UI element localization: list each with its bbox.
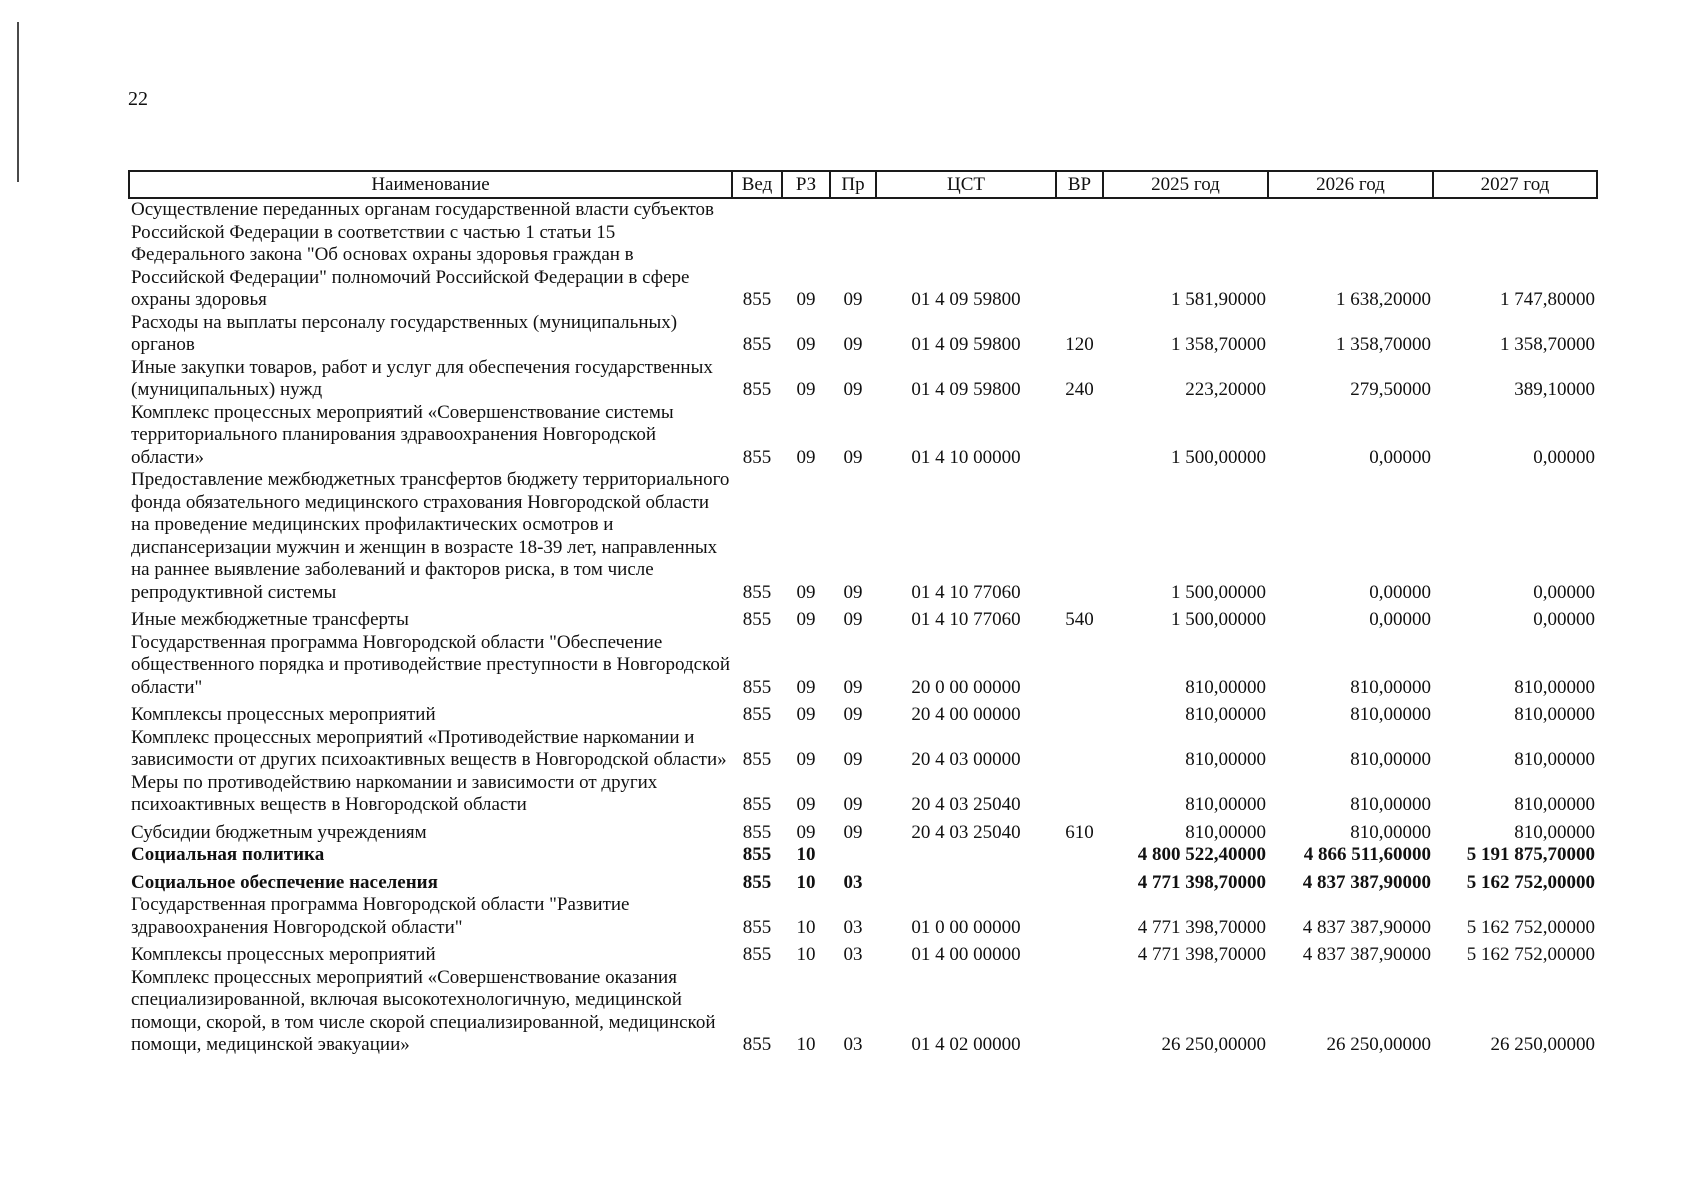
row-cst: 20 0 00 00000 xyxy=(911,676,1021,698)
row-name: Иные закупки товаров, работ и услуг для обеспечения государственных (муниципальных) нужд xyxy=(131,356,713,400)
row-ved: 855 xyxy=(742,334,772,355)
table-row xyxy=(129,357,1597,402)
row-rz: 10 xyxy=(796,871,816,893)
row-pr: 03 xyxy=(843,871,863,893)
row-2027: 0,00000 xyxy=(1533,446,1595,468)
row-name: Социальная политика xyxy=(131,844,325,865)
row-rz: 09 xyxy=(796,749,816,770)
row-2026: 1 358,70000 xyxy=(1336,334,1431,355)
row-2026: 4 837 387,90000 xyxy=(1302,871,1431,893)
row-2025: 4 771 398,70000 xyxy=(1137,916,1266,938)
table-row xyxy=(129,772,1597,817)
row-2027: 5 162 752,00000 xyxy=(1466,944,1595,965)
row-2026: 26 250,00000 xyxy=(1326,1034,1431,1055)
table-row xyxy=(129,967,1597,1057)
table-row xyxy=(129,632,1597,700)
table-row xyxy=(129,894,1597,939)
row-rz: 10 xyxy=(796,944,816,965)
row-2027: 810,00000 xyxy=(1514,704,1595,725)
row-name: Расходы на выплаты персоналу государственных (муниципальных) органов xyxy=(131,311,678,355)
row-rz: 09 xyxy=(796,704,816,725)
row-ved: 855 xyxy=(742,676,772,698)
header-2027: 2027 год xyxy=(1433,171,1597,198)
row-cst: 20 4 00 00000 xyxy=(911,704,1021,725)
row-2025: 26 250,00000 xyxy=(1161,1034,1266,1055)
row-ved: 855 xyxy=(742,794,772,815)
row-2026: 810,00000 xyxy=(1350,821,1431,843)
header-vr: ВР xyxy=(1056,171,1103,198)
row-2027: 5 191 875,70000 xyxy=(1466,844,1595,865)
table-row xyxy=(129,699,1597,727)
row-rz: 09 xyxy=(796,334,816,355)
row-2026: 810,00000 xyxy=(1350,749,1431,770)
row-2025: 4 800 522,40000 xyxy=(1137,844,1266,865)
row-ved: 855 xyxy=(742,821,772,843)
row-2026: 1 638,20000 xyxy=(1336,289,1431,310)
row-2027: 810,00000 xyxy=(1514,794,1595,815)
row-pr: 09 xyxy=(843,821,863,843)
row-ved: 855 xyxy=(742,844,772,865)
row-2026: 810,00000 xyxy=(1350,704,1431,725)
row-2027: 1 358,70000 xyxy=(1500,334,1595,355)
row-vr xyxy=(1056,699,1103,727)
row-vr xyxy=(1056,632,1103,700)
row-rz: 10 xyxy=(796,1034,816,1055)
row-ved: 855 xyxy=(742,944,772,965)
row-cst: 01 4 09 59800 xyxy=(911,334,1021,355)
row-2026: 4 837 387,90000 xyxy=(1302,944,1431,965)
row-2025: 1 358,70000 xyxy=(1171,334,1266,355)
page-number: 22 xyxy=(128,88,148,110)
row-cst xyxy=(876,844,1056,867)
row-2025: 1 581,90000 xyxy=(1171,289,1266,310)
row-2025: 810,00000 xyxy=(1185,749,1266,770)
row-2026: 810,00000 xyxy=(1350,676,1431,698)
row-pr: 03 xyxy=(843,944,863,965)
row-2025: 223,20000 xyxy=(1185,379,1266,400)
row-cst: 01 4 10 77060 xyxy=(911,581,1021,603)
row-2025: 1 500,00000 xyxy=(1171,609,1266,630)
row-cst: 01 4 10 77060 xyxy=(911,609,1021,630)
row-2025: 810,00000 xyxy=(1185,704,1266,725)
row-pr: 03 xyxy=(843,916,863,938)
row-name: Комплекс процессных мероприятий «Противодействие наркомании и зависимости от других психоактивных веществ в Новгородской области» xyxy=(131,726,727,770)
row-rz: 09 xyxy=(796,581,816,603)
row-2027: 810,00000 xyxy=(1514,676,1595,698)
row-name: Комплекс процессных мероприятий «Совершенствование системы территориального планирования здравоохранения Новгородской области» xyxy=(131,401,674,468)
row-ved: 855 xyxy=(742,581,772,603)
row-vr xyxy=(1056,402,1103,470)
row-2025: 1 500,00000 xyxy=(1171,446,1266,468)
row-rz: 09 xyxy=(796,794,816,815)
row-2025: 4 771 398,70000 xyxy=(1137,871,1266,893)
row-vr: 610 xyxy=(1065,821,1094,843)
table-row xyxy=(129,604,1597,632)
row-pr: 09 xyxy=(843,379,863,400)
scan-edge-mark xyxy=(17,22,19,182)
row-ved: 855 xyxy=(742,916,772,938)
budget-table xyxy=(128,170,1598,1057)
row-cst: 01 4 00 00000 xyxy=(911,944,1021,965)
row-ved: 855 xyxy=(742,749,772,770)
row-2027: 1 747,80000 xyxy=(1500,289,1595,310)
row-2027: 0,00000 xyxy=(1533,581,1595,603)
header-name: Наименование xyxy=(129,171,732,198)
row-2027: 0,00000 xyxy=(1533,609,1595,630)
row-pr: 09 xyxy=(843,581,863,603)
table-row xyxy=(129,312,1597,357)
row-vr xyxy=(1056,198,1103,312)
row-pr: 09 xyxy=(843,676,863,698)
row-2027: 810,00000 xyxy=(1514,749,1595,770)
row-vr xyxy=(1056,967,1103,1057)
row-2026: 4 866 511,60000 xyxy=(1303,844,1431,865)
row-name: Комплекс процессных мероприятий «Совершенствование оказания специализированной, включая высокотехнологичную, медицинской помощи, скорой, в том числе скорой специализированной, медицинской помощи, медицинской эвакуации» xyxy=(131,966,716,1055)
row-name: Государственная программа Новгородской области "Развитие здравоохранения Новгородской области" xyxy=(131,894,630,938)
table-row xyxy=(129,817,1597,845)
row-rz: 09 xyxy=(796,446,816,468)
row-cst: 01 4 02 00000 xyxy=(911,1034,1021,1055)
row-pr: 09 xyxy=(843,749,863,770)
row-vr xyxy=(1056,867,1103,895)
row-cst: 01 4 10 00000 xyxy=(911,446,1021,468)
row-cst: 01 0 00 00000 xyxy=(911,916,1021,938)
row-cst: 20 4 03 25040 xyxy=(911,794,1021,815)
row-pr: 09 xyxy=(843,446,863,468)
row-rz: 09 xyxy=(796,609,816,630)
row-name: Осуществление переданных органам государственной власти субъектов Российской Федерации в соответствии с частью 1 статьи 15 Федерального закона "Об основах охраны здоровья граждан в Российской Федерации" полномочий Российской Федерации в сфере охраны здоровья xyxy=(131,199,715,310)
row-name: Предоставление межбюджетных трансфертов бюджету территориального фонда обязательного медицинского страхования Новгородской области на проведение медицинских профилактических осмотров и диспансеризации мужчин и женщин в возрасте 18-39 лет, направленных на раннее выявление заболеваний и факторов риска, в том числе репродуктивной системы xyxy=(131,469,730,603)
table-row xyxy=(129,198,1597,312)
row-ved: 855 xyxy=(742,1034,772,1055)
table-row xyxy=(129,469,1597,604)
row-cst: 20 4 03 00000 xyxy=(911,749,1021,770)
row-ved: 855 xyxy=(742,609,772,630)
header-2025: 2025 год xyxy=(1103,171,1268,198)
row-2025: 810,00000 xyxy=(1185,794,1266,815)
row-cst xyxy=(876,867,1056,895)
table-row-section xyxy=(129,867,1597,895)
row-rz: 09 xyxy=(796,821,816,843)
row-2027: 26 250,00000 xyxy=(1490,1034,1595,1055)
row-2026: 0,00000 xyxy=(1369,609,1431,630)
row-ved: 855 xyxy=(742,379,772,400)
row-vr: 120 xyxy=(1065,334,1094,355)
header-ved: Вед xyxy=(732,171,782,198)
row-vr xyxy=(1056,844,1103,867)
row-vr xyxy=(1056,469,1103,604)
row-vr: 540 xyxy=(1065,609,1094,630)
row-vr: 240 xyxy=(1065,379,1094,400)
table-row xyxy=(129,939,1597,967)
row-pr: 09 xyxy=(843,289,863,310)
row-cst: 01 4 09 59800 xyxy=(911,289,1021,310)
table-header-row xyxy=(129,171,1597,198)
row-pr: 09 xyxy=(843,334,863,355)
row-ved: 855 xyxy=(742,704,772,725)
row-pr: 09 xyxy=(843,609,863,630)
row-ved: 855 xyxy=(742,289,772,310)
row-name: Социальное обеспечение населения xyxy=(131,871,438,893)
table-row xyxy=(129,727,1597,772)
row-vr xyxy=(1056,939,1103,967)
row-rz: 10 xyxy=(796,844,816,865)
row-2026: 810,00000 xyxy=(1350,794,1431,815)
row-2026: 0,00000 xyxy=(1369,446,1431,468)
row-ved: 855 xyxy=(742,871,772,893)
header-pr: Пр xyxy=(830,171,876,198)
row-2025: 4 771 398,70000 xyxy=(1137,944,1266,965)
row-cst: 20 4 03 25040 xyxy=(911,821,1021,843)
table-row xyxy=(129,402,1597,470)
row-vr xyxy=(1056,772,1103,817)
row-2027: 810,00000 xyxy=(1514,821,1595,843)
row-name: Комплексы процессных мероприятий xyxy=(131,704,436,725)
row-2027: 5 162 752,00000 xyxy=(1466,871,1595,893)
row-pr: 03 xyxy=(843,1034,863,1055)
row-name: Комплексы процессных мероприятий xyxy=(131,944,436,965)
table-row-section xyxy=(129,844,1597,867)
row-rz: 09 xyxy=(796,676,816,698)
row-name: Субсидии бюджетным учреждениям xyxy=(131,821,427,843)
row-rz: 09 xyxy=(796,379,816,400)
header-rz: РЗ xyxy=(782,171,830,198)
row-pr xyxy=(830,844,876,867)
row-name: Иные межбюджетные трансферты xyxy=(131,609,409,630)
row-2026: 0,00000 xyxy=(1369,581,1431,603)
header-cst: ЦСТ xyxy=(876,171,1056,198)
row-2025: 810,00000 xyxy=(1185,676,1266,698)
row-vr xyxy=(1056,727,1103,772)
row-2026: 4 837 387,90000 xyxy=(1302,916,1431,938)
row-rz: 09 xyxy=(796,289,816,310)
row-rz: 10 xyxy=(796,916,816,938)
row-name: Меры по противодействию наркомании и зависимости от других психоактивных веществ в Новгородской области xyxy=(131,771,658,815)
row-2027: 5 162 752,00000 xyxy=(1466,916,1595,938)
header-2026: 2026 год xyxy=(1268,171,1433,198)
row-2025: 810,00000 xyxy=(1185,821,1266,843)
row-pr: 09 xyxy=(843,794,863,815)
row-pr: 09 xyxy=(843,704,863,725)
row-2027: 389,10000 xyxy=(1514,379,1595,400)
row-ved: 855 xyxy=(742,446,772,468)
row-cst: 01 4 09 59800 xyxy=(911,379,1021,400)
row-name: Государственная программа Новгородской области "Обеспечение общественного порядка и противодействие преступности в Новгородской области" xyxy=(131,631,731,698)
row-2026: 279,50000 xyxy=(1350,379,1431,400)
row-vr xyxy=(1056,894,1103,939)
row-2025: 1 500,00000 xyxy=(1171,581,1266,603)
